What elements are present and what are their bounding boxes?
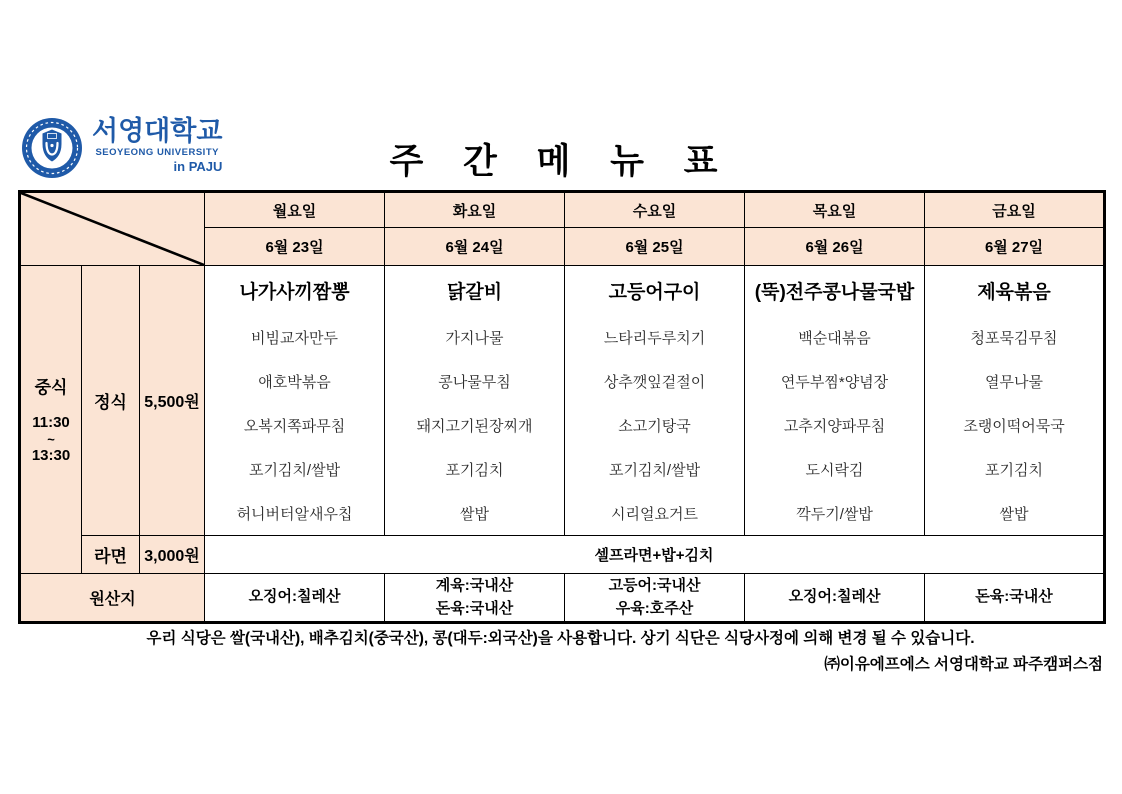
logo-university-name-en: SEOYEONG UNIVERSITY: [95, 147, 219, 158]
date-header-friday: 6월 27일: [925, 228, 1105, 266]
menu-item: 가지나물: [445, 330, 504, 348]
menu-cell-thursday: [745, 266, 925, 536]
menu-item: 백순대볶음: [798, 330, 871, 348]
date-header-wednesday: 6월 25일: [565, 228, 745, 266]
logo-university-name: 서영대학교: [92, 116, 223, 146]
main-dish: 나가사끼짬뽕: [239, 282, 350, 304]
menu-cell-wednesday: [565, 266, 745, 536]
menu-item: 느타리두루치기: [603, 330, 706, 348]
date-header-tuesday: 6월 24일: [385, 228, 565, 266]
main-dish: (뚝)전주콩나물국밥: [754, 282, 915, 304]
menu-item: 애호박볶음: [258, 374, 331, 392]
menu-item: 포기김치: [985, 461, 1044, 479]
origin-line: 우육:호주산: [615, 599, 694, 617]
ramyeon-label: 라면: [82, 536, 140, 574]
menu-item: 포기김치/쌀밥: [248, 461, 341, 479]
menu-item: 상추깻잎겉절이: [603, 374, 706, 392]
origin-label: 원산지: [20, 574, 205, 623]
origin-line: 고등어:국내산: [608, 577, 701, 594]
lunch-label: 중식: [34, 378, 68, 398]
menu-item: 연두부찜*양념장: [780, 374, 889, 392]
weekly-menu-table: [18, 190, 1106, 624]
menu-item: 콩나물무침: [438, 374, 511, 392]
origin-line: 돈육:국내산: [435, 599, 514, 617]
menu-item: 허니버터알새우칩: [236, 505, 353, 523]
menu-cell-friday: [925, 266, 1105, 536]
origin-line: 오징어:칠레산: [248, 588, 341, 606]
menu-item: 시리얼요거트: [611, 505, 698, 523]
menu-cell-tuesday: [385, 266, 565, 536]
day-header-thursday: 목요일: [745, 192, 925, 228]
menu-item: 돼지고기된장찌개: [416, 417, 533, 435]
diagonal-line: [21, 193, 204, 265]
menu-item: 포기김치: [445, 461, 504, 479]
origin-line: 오징어:칠레산: [788, 588, 881, 606]
menu-item: 고추지양파무침: [783, 417, 886, 435]
footer-notice: 우리 식당은 쌀(국내산), 배추김치(중국산), 콩(대두:외국산)을 사용합니다. 상기 식단은 식당사정에 의해 변경 될 수 있습니다.: [146, 630, 975, 647]
day-header-friday: 금요일: [925, 192, 1105, 228]
lunch-time-cell: [20, 266, 82, 574]
lunch-time-tilde: ~: [47, 431, 55, 447]
menu-item: 깍두기/쌀밥: [796, 505, 873, 523]
lunch-time-end: 13:30: [31, 447, 71, 465]
menu-item: 포기김치/쌀밥: [608, 461, 701, 479]
origin-cell-thursday: [745, 574, 925, 623]
menu-item: 청포묵김무침: [970, 330, 1058, 348]
day-header-monday: 월요일: [205, 192, 385, 228]
day-header-tuesday: 화요일: [385, 192, 565, 228]
lunch-time-start: 11:30: [32, 414, 70, 432]
main-dish: 닭갈비: [447, 282, 503, 304]
date-header-monday: 6월 23일: [205, 228, 385, 266]
menu-item: 쌀밥: [460, 505, 490, 523]
origin-cell-friday: [925, 574, 1105, 623]
origin-line: 돈육:국내산: [975, 588, 1053, 606]
logo-campus: in PAJU: [173, 159, 223, 174]
ramyeon-price: 3,000원: [140, 536, 205, 574]
footer-company: ㈜이유에프에스 서영대학교 파주캠퍼스점: [824, 656, 1103, 673]
menu-item: 열무나물: [985, 374, 1044, 392]
day-header-wednesday: 수요일: [565, 192, 745, 228]
origin-cell-tuesday: [385, 574, 565, 623]
page-title: 주 간 메 뉴 표: [389, 142, 733, 181]
origin-cell-wednesday: [565, 574, 745, 623]
ramyeon-content: 셀프라면+밥+김치: [205, 536, 1105, 574]
main-dish: 제육볶음: [977, 282, 1051, 304]
diagonal-header-cell: [20, 192, 205, 266]
menu-cell-monday: [205, 266, 385, 536]
jeongsik-price: 5,500원: [140, 266, 205, 536]
main-dish: 고등어구이: [608, 282, 701, 304]
jeongsik-label: 정식: [82, 266, 140, 536]
menu-item: 조랭이떡어묵국: [963, 417, 1065, 435]
menu-item: 쌀밥: [999, 505, 1029, 523]
menu-item: 소고기탕국: [618, 417, 691, 435]
origin-cell-monday: [205, 574, 385, 623]
menu-item: 오복지쪽파무침: [243, 417, 346, 435]
menu-item: 비빔교자만두: [251, 330, 338, 348]
origin-line: 계육:국내산: [435, 577, 514, 594]
date-header-thursday: 6월 26일: [745, 228, 925, 266]
menu-item: 도시락김: [805, 461, 864, 479]
